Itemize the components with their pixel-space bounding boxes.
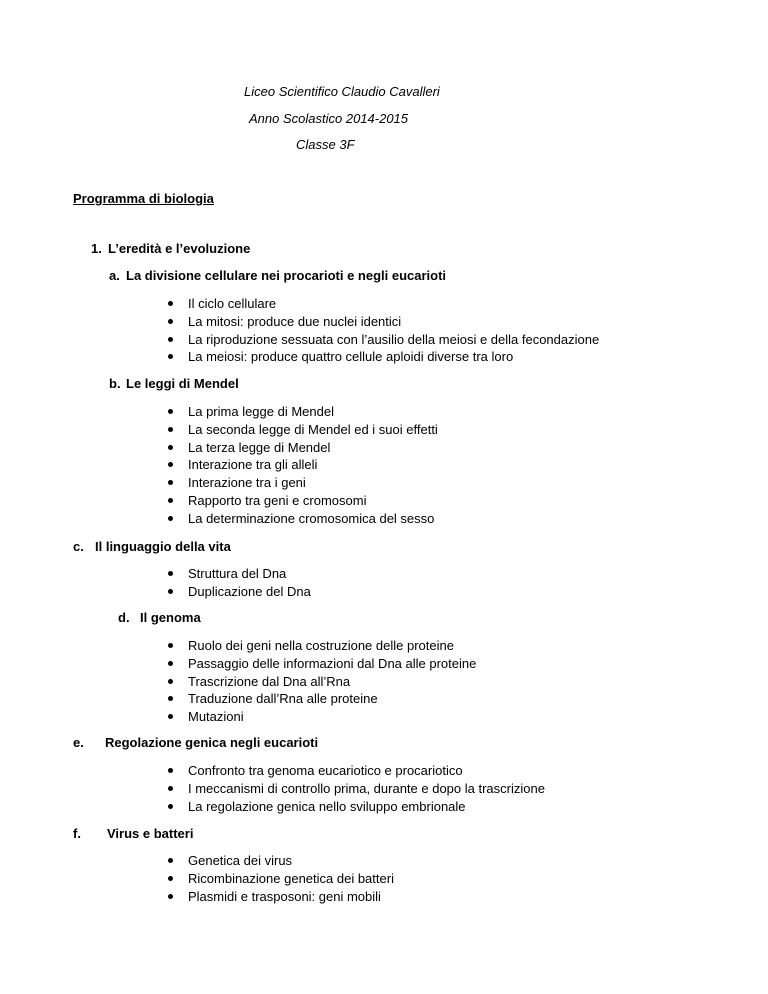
list-item: La riproduzione sessuata con l’ausilio della meiosi e della fecondazione	[168, 331, 599, 349]
section-title: Il genoma	[140, 610, 201, 625]
section-title: La divisione cellulare nei procarioti e negli eucarioti	[126, 268, 447, 283]
list-item: Trascrizione dal Dna all’Rna	[168, 673, 476, 691]
section-marker: c.	[73, 539, 84, 554]
list-item: Struttura del Dna	[168, 565, 311, 583]
list-item: La mitosi: produce due nuclei identici	[168, 313, 599, 331]
chapter-marker: 1.	[91, 241, 102, 256]
section-marker: d.	[118, 610, 130, 625]
list-item: Passaggio delle informazioni dal Dna alle proteine	[168, 655, 476, 673]
section-title: Virus e batteri	[107, 826, 194, 841]
section-heading-e	[73, 735, 318, 751]
list-item: Confronto tra genoma eucariotico e procariotico	[168, 762, 545, 780]
section-title: Le leggi di Mendel	[126, 376, 239, 391]
list-item: Ruolo dei geni nella costruzione delle proteine	[168, 637, 476, 655]
list-item: La prima legge di Mendel	[168, 403, 438, 421]
section-title: Il linguaggio della vita	[95, 539, 231, 554]
section-heading-d	[118, 610, 201, 626]
list-item: La seconda legge di Mendel ed i suoi effetti	[168, 421, 438, 439]
document-title: Programma di biologia	[73, 191, 214, 206]
list-item: Traduzione dall’Rna alle proteine	[168, 690, 476, 708]
section-f-list	[168, 852, 394, 905]
class-name: Classe 3F	[296, 137, 355, 152]
section-a-list	[168, 295, 599, 366]
list-item: I meccanismi di controllo prima, durante e dopo la trascrizione	[168, 780, 545, 798]
section-marker: e.	[73, 735, 84, 750]
list-item: Plasmidi e trasposoni: geni mobili	[168, 888, 394, 906]
section-b-list	[168, 403, 438, 528]
list-item: Genetica dei virus	[168, 852, 394, 870]
section-marker: a.	[109, 268, 120, 283]
list-item: Interazione tra i geni	[168, 474, 438, 492]
list-item: La terza legge di Mendel	[168, 439, 438, 457]
section-d-list	[168, 637, 476, 726]
list-item: Rapporto tra geni e cromosomi	[168, 492, 438, 510]
chapter-title: L’eredità e l’evoluzione	[108, 241, 251, 256]
list-item: Mutazioni	[168, 708, 476, 726]
section-marker: f.	[73, 826, 81, 841]
list-item: Ricombinazione genetica dei batteri	[168, 870, 394, 888]
section-heading-c	[73, 539, 231, 555]
list-item: La determinazione cromosomica del sesso	[168, 510, 438, 528]
section-heading-b	[109, 376, 239, 392]
section-c-list	[168, 565, 311, 601]
section-e-list	[168, 762, 545, 815]
chapter-heading	[91, 241, 250, 257]
section-marker: b.	[109, 376, 121, 391]
list-item: La regolazione genica nello sviluppo embrionale	[168, 798, 545, 816]
section-heading-a	[109, 268, 446, 284]
list-item: Duplicazione del Dna	[168, 583, 311, 601]
section-heading-f	[73, 826, 193, 842]
section-title: Regolazione genica negli eucarioti	[105, 735, 319, 750]
list-item: La meiosi: produce quattro cellule aploidi diverse tra loro	[168, 348, 599, 366]
school-name: Liceo Scientifico Claudio Cavalleri	[244, 84, 440, 99]
list-item: Il ciclo cellulare	[168, 295, 599, 313]
list-item: Interazione tra gli alleli	[168, 456, 438, 474]
school-year: Anno Scolastico 2014-2015	[249, 111, 409, 126]
